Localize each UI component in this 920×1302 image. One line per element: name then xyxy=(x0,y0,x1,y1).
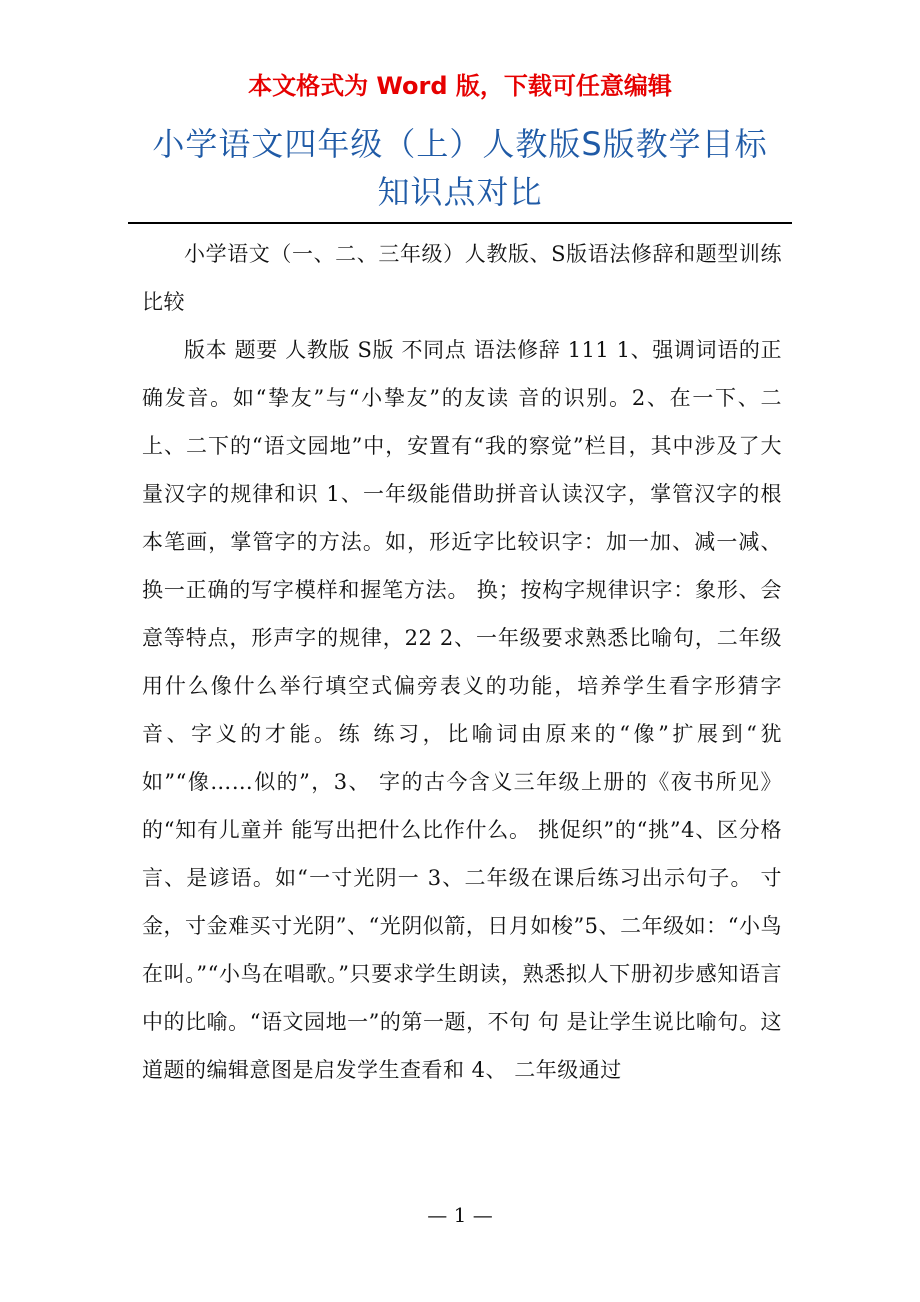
title-line-1: 小学语文四年级（上）人教版S版教学目标 xyxy=(152,125,768,163)
download-notice: 本文格式为 Word 版，下载可任意编辑 xyxy=(248,72,672,100)
document-title xyxy=(120,120,800,216)
title-line-2: 知识点对比 xyxy=(377,173,543,211)
page-number: — 1 — xyxy=(427,1203,493,1227)
document-body xyxy=(142,230,782,1094)
paragraph-comparison: 版本 题要 人教版 S版 不同点 语法修辞 111 1、强调词语的正确发音。如“挚友”与“小挚友”的友读 音的识别。2、在一下、二上、二下的“语文园地”中，安置有“我的察觉”栏目，其中涉及了大量汉字的规律和识 1、一年级能借助拼音认读汉字，掌管汉字的根本笔画，掌管字的方法。如，形近字比较识字：加一加、减一减、换一正确的写字模样和握笔方法。 换；按构字规律识字：象形、会意等特点，形声字的规律，22 2、一年级要求熟悉比喻句，二年级用什么像什么举行填空式偏旁表义的功能，培养学生看字形猜字音、字义的才能。练 练习，比喻词由原来的“像”扩展到“犹如”“像……似的”，3、 字的古今含义三年级上册的《夜书所见》的“知有儿童并 能写出把什么比作什么。 挑促织”的“挑”4、区分格言、是谚语。如“一寸光阴一 3、二年级在课后练习出示句子。 寸金，寸金难买寸光阴”、“光阴似箭，日月如梭”5、二年级如：“小鸟在叫。”“小鸟在唱歌。”只要求学生朗读，熟悉拟人下册初步感知语言中的比喻。“语文园地一”的第一题，不句 句 是让学生说比喻句。这道题的编辑意图是启发学生查看和 4、 二年级通过 xyxy=(142,338,782,1082)
title-divider xyxy=(128,222,792,224)
paragraph-intro: 小学语文（一、二、三年级）人教版、S版语法修辞和题型训练比较 xyxy=(142,242,782,314)
